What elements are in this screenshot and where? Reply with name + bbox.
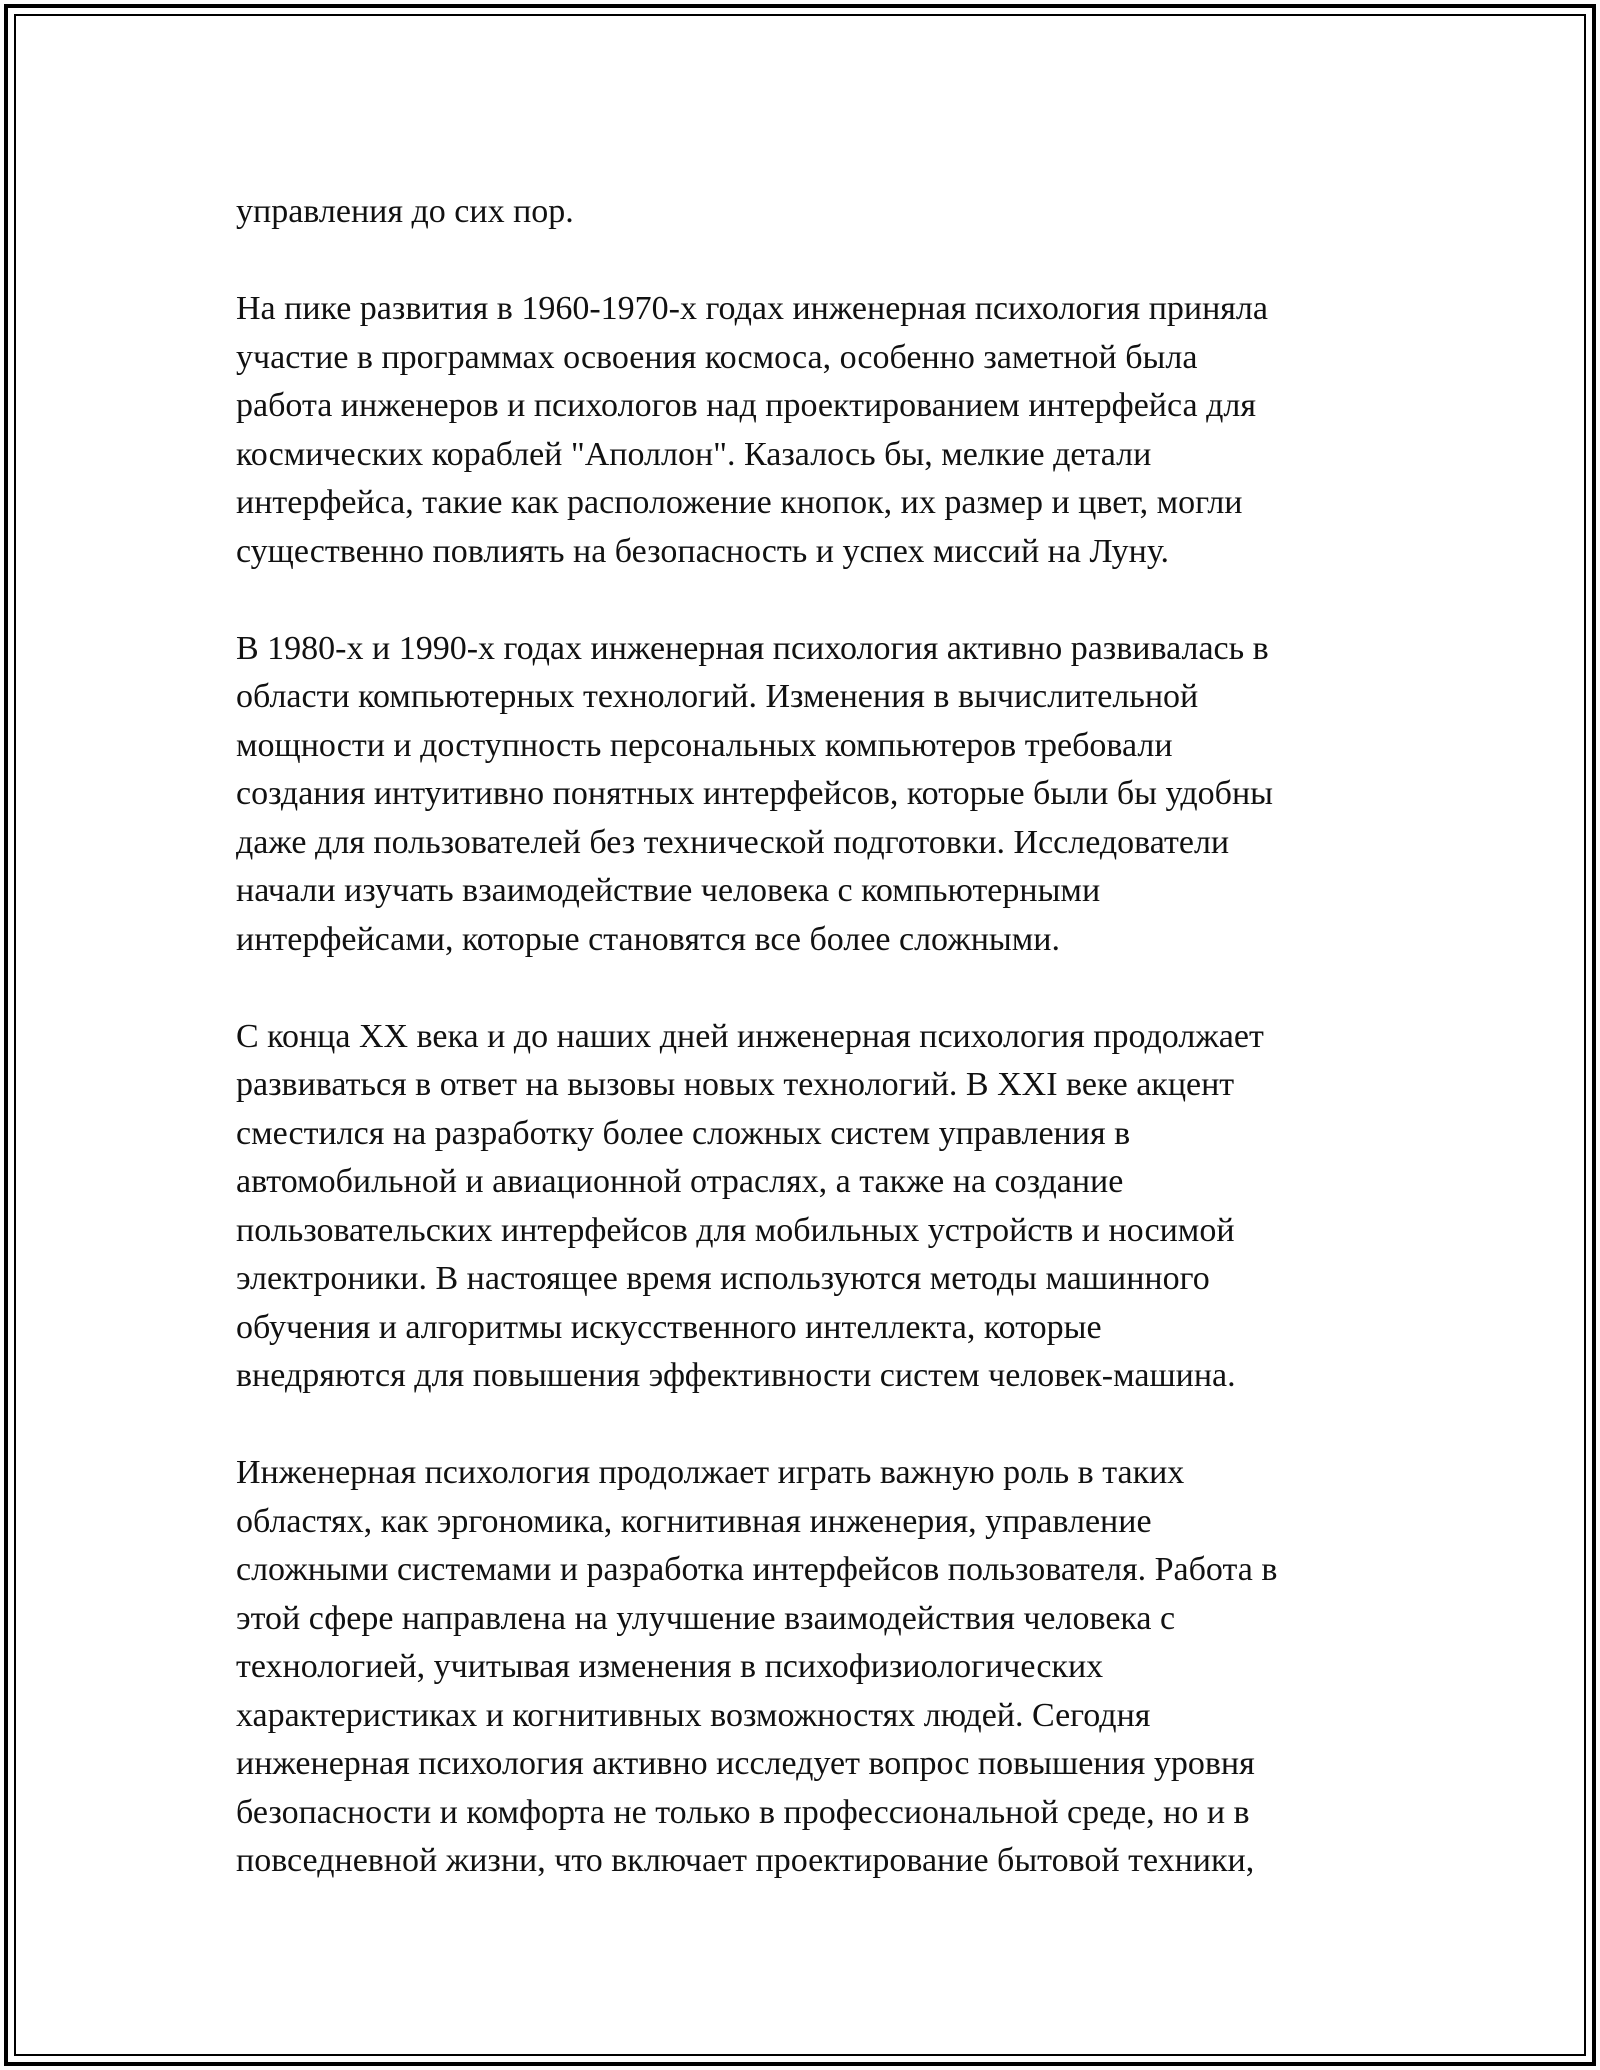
text-line: интерфейса, такие как расположение кнопок, их размер и цвет, могли: [236, 484, 1243, 521]
document-body: [236, 188, 1416, 1886]
text-line: электроники. В настоящее время используются методы машинного: [236, 1260, 1210, 1297]
paragraph-1: [236, 188, 1416, 237]
text-line: внедряются для повышения эффективности систем человек-машина.: [236, 1357, 1236, 1394]
text-line: автомобильной и авиационной отраслях, а также на создание: [236, 1163, 1124, 1200]
text-line: характеристиках и когнитивных возможностях людей. Сегодня: [236, 1696, 1151, 1734]
text-line: области компьютерных технологий. Изменения в вычислительной: [236, 678, 1199, 715]
text-line: В 1980-х и 1990-х годах инженерная психология активно развивалась в: [236, 629, 1269, 667]
paragraph-2: [236, 285, 1416, 576]
text-line: существенно повлиять на безопасность и успех миссий на Луну.: [236, 532, 1169, 570]
text-line: На пике развития в 1960-1970-х годах инженерная психология приняла: [236, 290, 1268, 327]
paragraph-gap: [236, 1401, 1416, 1450]
text-line: сложными системами и разработка интерфейсов пользователя. Работа в: [236, 1551, 1278, 1588]
paragraph-gap: [236, 237, 1416, 286]
paragraph-3: [236, 625, 1416, 965]
text-line: технологией, учитывая изменения в психофизиологических: [236, 1648, 1104, 1685]
paragraph-4: [236, 1013, 1416, 1401]
text-line: создания интуитивно понятных интерфейсов, которые были бы удобны: [236, 775, 1273, 812]
text-line: управления до сих пор.: [236, 193, 574, 230]
paragraph-gap: [236, 964, 1416, 1013]
text-line: участие в программах освоения космоса, особенно заметной была: [236, 338, 1198, 376]
text-line: начали изучать взаимодействие человека с компьютерными: [236, 872, 1101, 909]
text-line: интерфейсами, которые становятся все более сложными.: [236, 920, 1060, 958]
text-line: Инженерная психология продолжает играть важную роль в таких: [236, 1454, 1185, 1491]
text-line: этой сфере направлена на улучшение взаимодействия человека с: [236, 1599, 1176, 1637]
text-line: обучения и алгоритмы искусственного интеллекта, которые: [236, 1308, 1102, 1346]
text-line: даже для пользователей без технической подготовки. Исследователи: [236, 823, 1230, 861]
text-line: С конца XX века и до наших дней инженерная психология продолжает: [236, 1017, 1264, 1055]
paragraph-5: [236, 1449, 1416, 1886]
paragraph-gap: [236, 576, 1416, 625]
text-line: сместился на разработку более сложных систем управления в: [236, 1114, 1131, 1152]
text-line: областях, как эргономика, когнитивная инженерия, управление: [236, 1502, 1152, 1540]
text-line: работа инженеров и психологов над проектированием интерфейса для: [236, 387, 1256, 424]
text-line: инженерная психология активно исследует вопрос повышения уровня: [236, 1745, 1255, 1782]
text-line: мощности и доступность персональных компьютеров требовали: [236, 726, 1173, 764]
text-line: развиваться в ответ на вызовы новых технологий. В XXI веке акцент: [236, 1066, 1235, 1103]
text-line: повседневной жизни, что включает проектирование бытовой техники,: [236, 1842, 1255, 1879]
text-line: космических кораблей "Аполлон". Казалось бы, мелкие детали: [236, 435, 1152, 473]
text-line: пользовательских интерфейсов для мобильных устройств и носимой: [236, 1211, 1235, 1249]
text-line: безопасности и комфорта не только в профессиональной среде, но и в: [236, 1793, 1250, 1831]
